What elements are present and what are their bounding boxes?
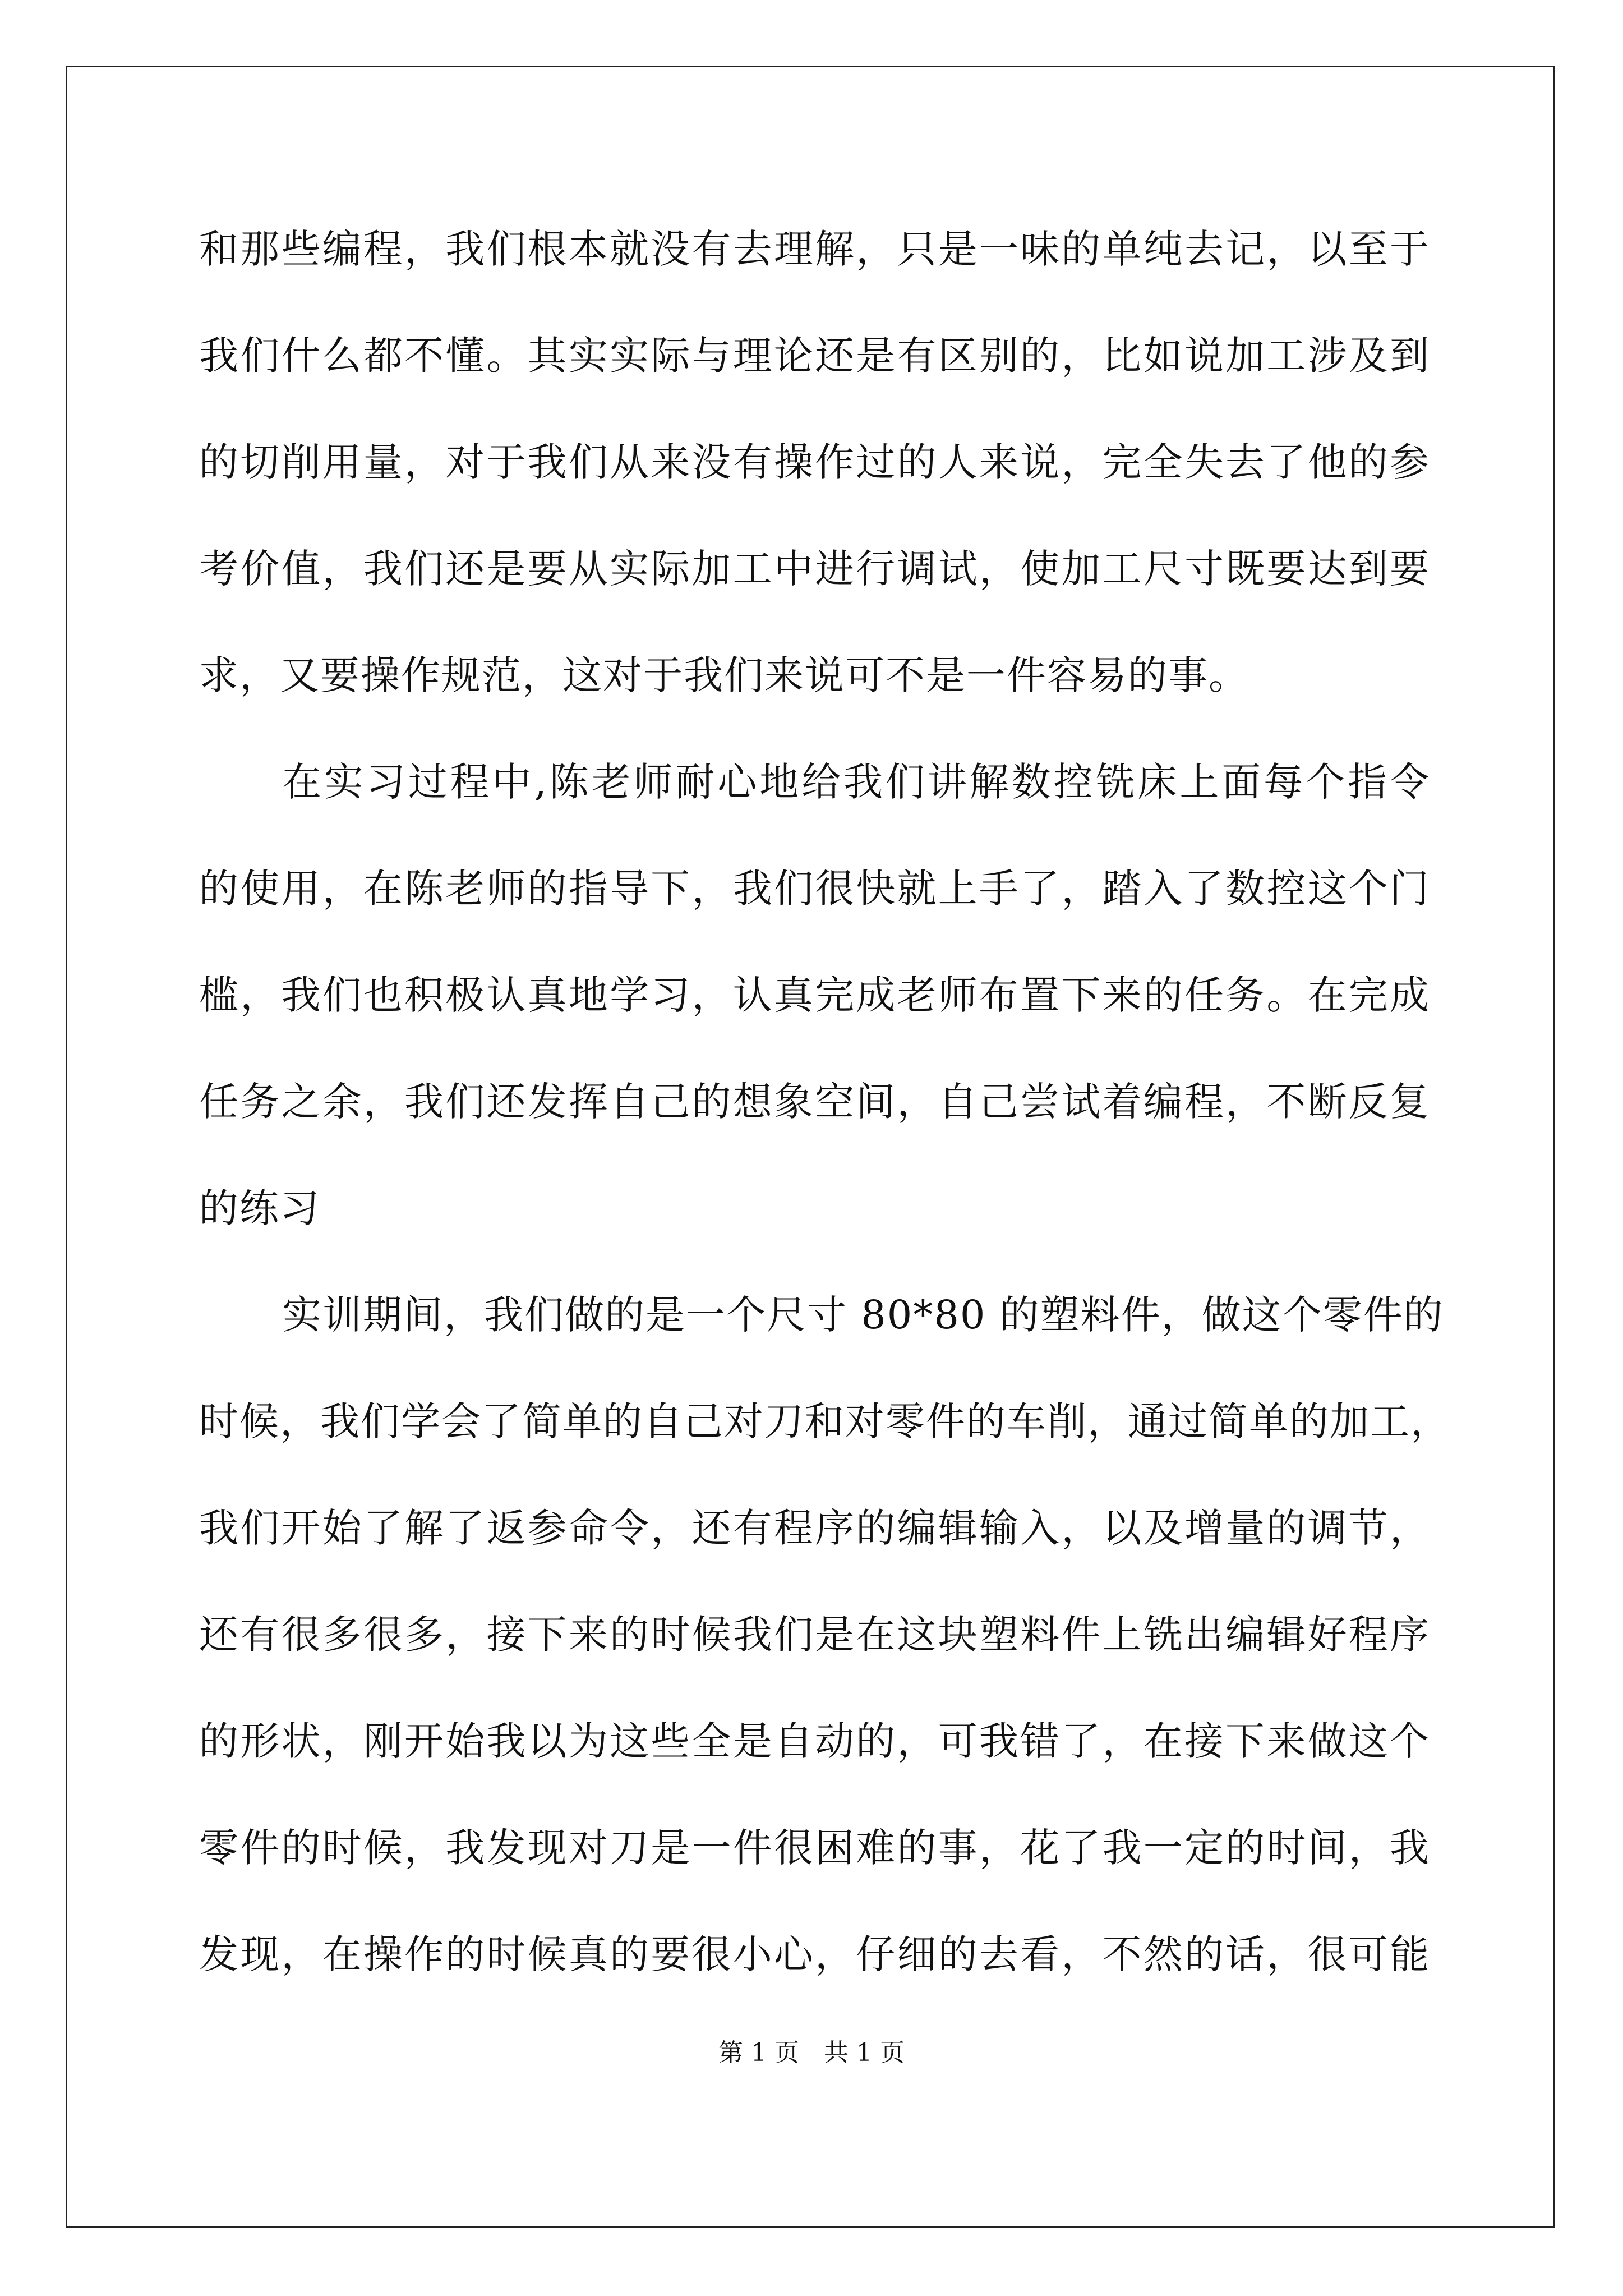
text-line: 考价值，我们还是要从实际加工中进行调试，使加工尺寸既要达到要 bbox=[199, 546, 1430, 592]
text-line: 还有很多很多，接下来的时候我们是在这块塑料件上铣出编辑好程序 bbox=[199, 1612, 1430, 1658]
text-line: 的形状，刚开始我以为这些全是自动的，可我错了，在接下来做这个 bbox=[199, 1718, 1430, 1764]
text-line: 我们开始了解了返参命令，还有程序的编辑输入，以及增量的调节， bbox=[199, 1505, 1430, 1551]
text-line: 我们什么都不懂。其实实际与理论还是有区别的，比如说加工涉及到 bbox=[199, 333, 1430, 379]
text-line: 槛，我们也积极认真地学习，认真完成老师布置下来的任务。在完成 bbox=[199, 972, 1430, 1018]
text-line: 时候，我们学会了简单的自己对刀和对零件的车削，通过简单的加工， bbox=[199, 1398, 1451, 1444]
text-line: 任务之余，我们还发挥自己的想象空间，自己尝试着编程，不断反复 bbox=[199, 1079, 1430, 1125]
paragraph bbox=[199, 1282, 1451, 2028]
page-number-footer: 第 1 页 共 1 页 bbox=[718, 2039, 905, 2067]
text-line: 发现，在操作的时候真的要很小心，仔细的去看，不然的话，很可能 bbox=[199, 1931, 1430, 1977]
text-line: 的使用，在陈老师的指导下，我们很快就上手了，踏入了数控这个门 bbox=[199, 866, 1430, 912]
text-line: 和那些编程，我们根本就没有去理解，只是一味的单纯去记，以至于 bbox=[199, 226, 1430, 272]
text-line: 的练习 bbox=[199, 1185, 320, 1231]
text-line: 零件的时候，我发现对刀是一件很困难的事，花了我一定的时间，我 bbox=[199, 1825, 1430, 1871]
text-line: 的切削用量，对于我们从来没有操作过的人来说，完全失去了他的参 bbox=[199, 439, 1430, 485]
document-body bbox=[199, 216, 1451, 2028]
paragraph bbox=[199, 216, 1430, 749]
text-line: 求，又要操作规范，这对于我们来说可不是一件容易的事。 bbox=[199, 652, 1249, 698]
paragraph bbox=[199, 749, 1430, 1282]
text-line: 在实习过程中,陈老师耐心地给我们讲解数控铣床上面每个指令 bbox=[282, 759, 1430, 805]
text-line: 实训期间，我们做的是一个尺寸 80*80 的塑料件，做这个零件的 bbox=[282, 1292, 1444, 1338]
